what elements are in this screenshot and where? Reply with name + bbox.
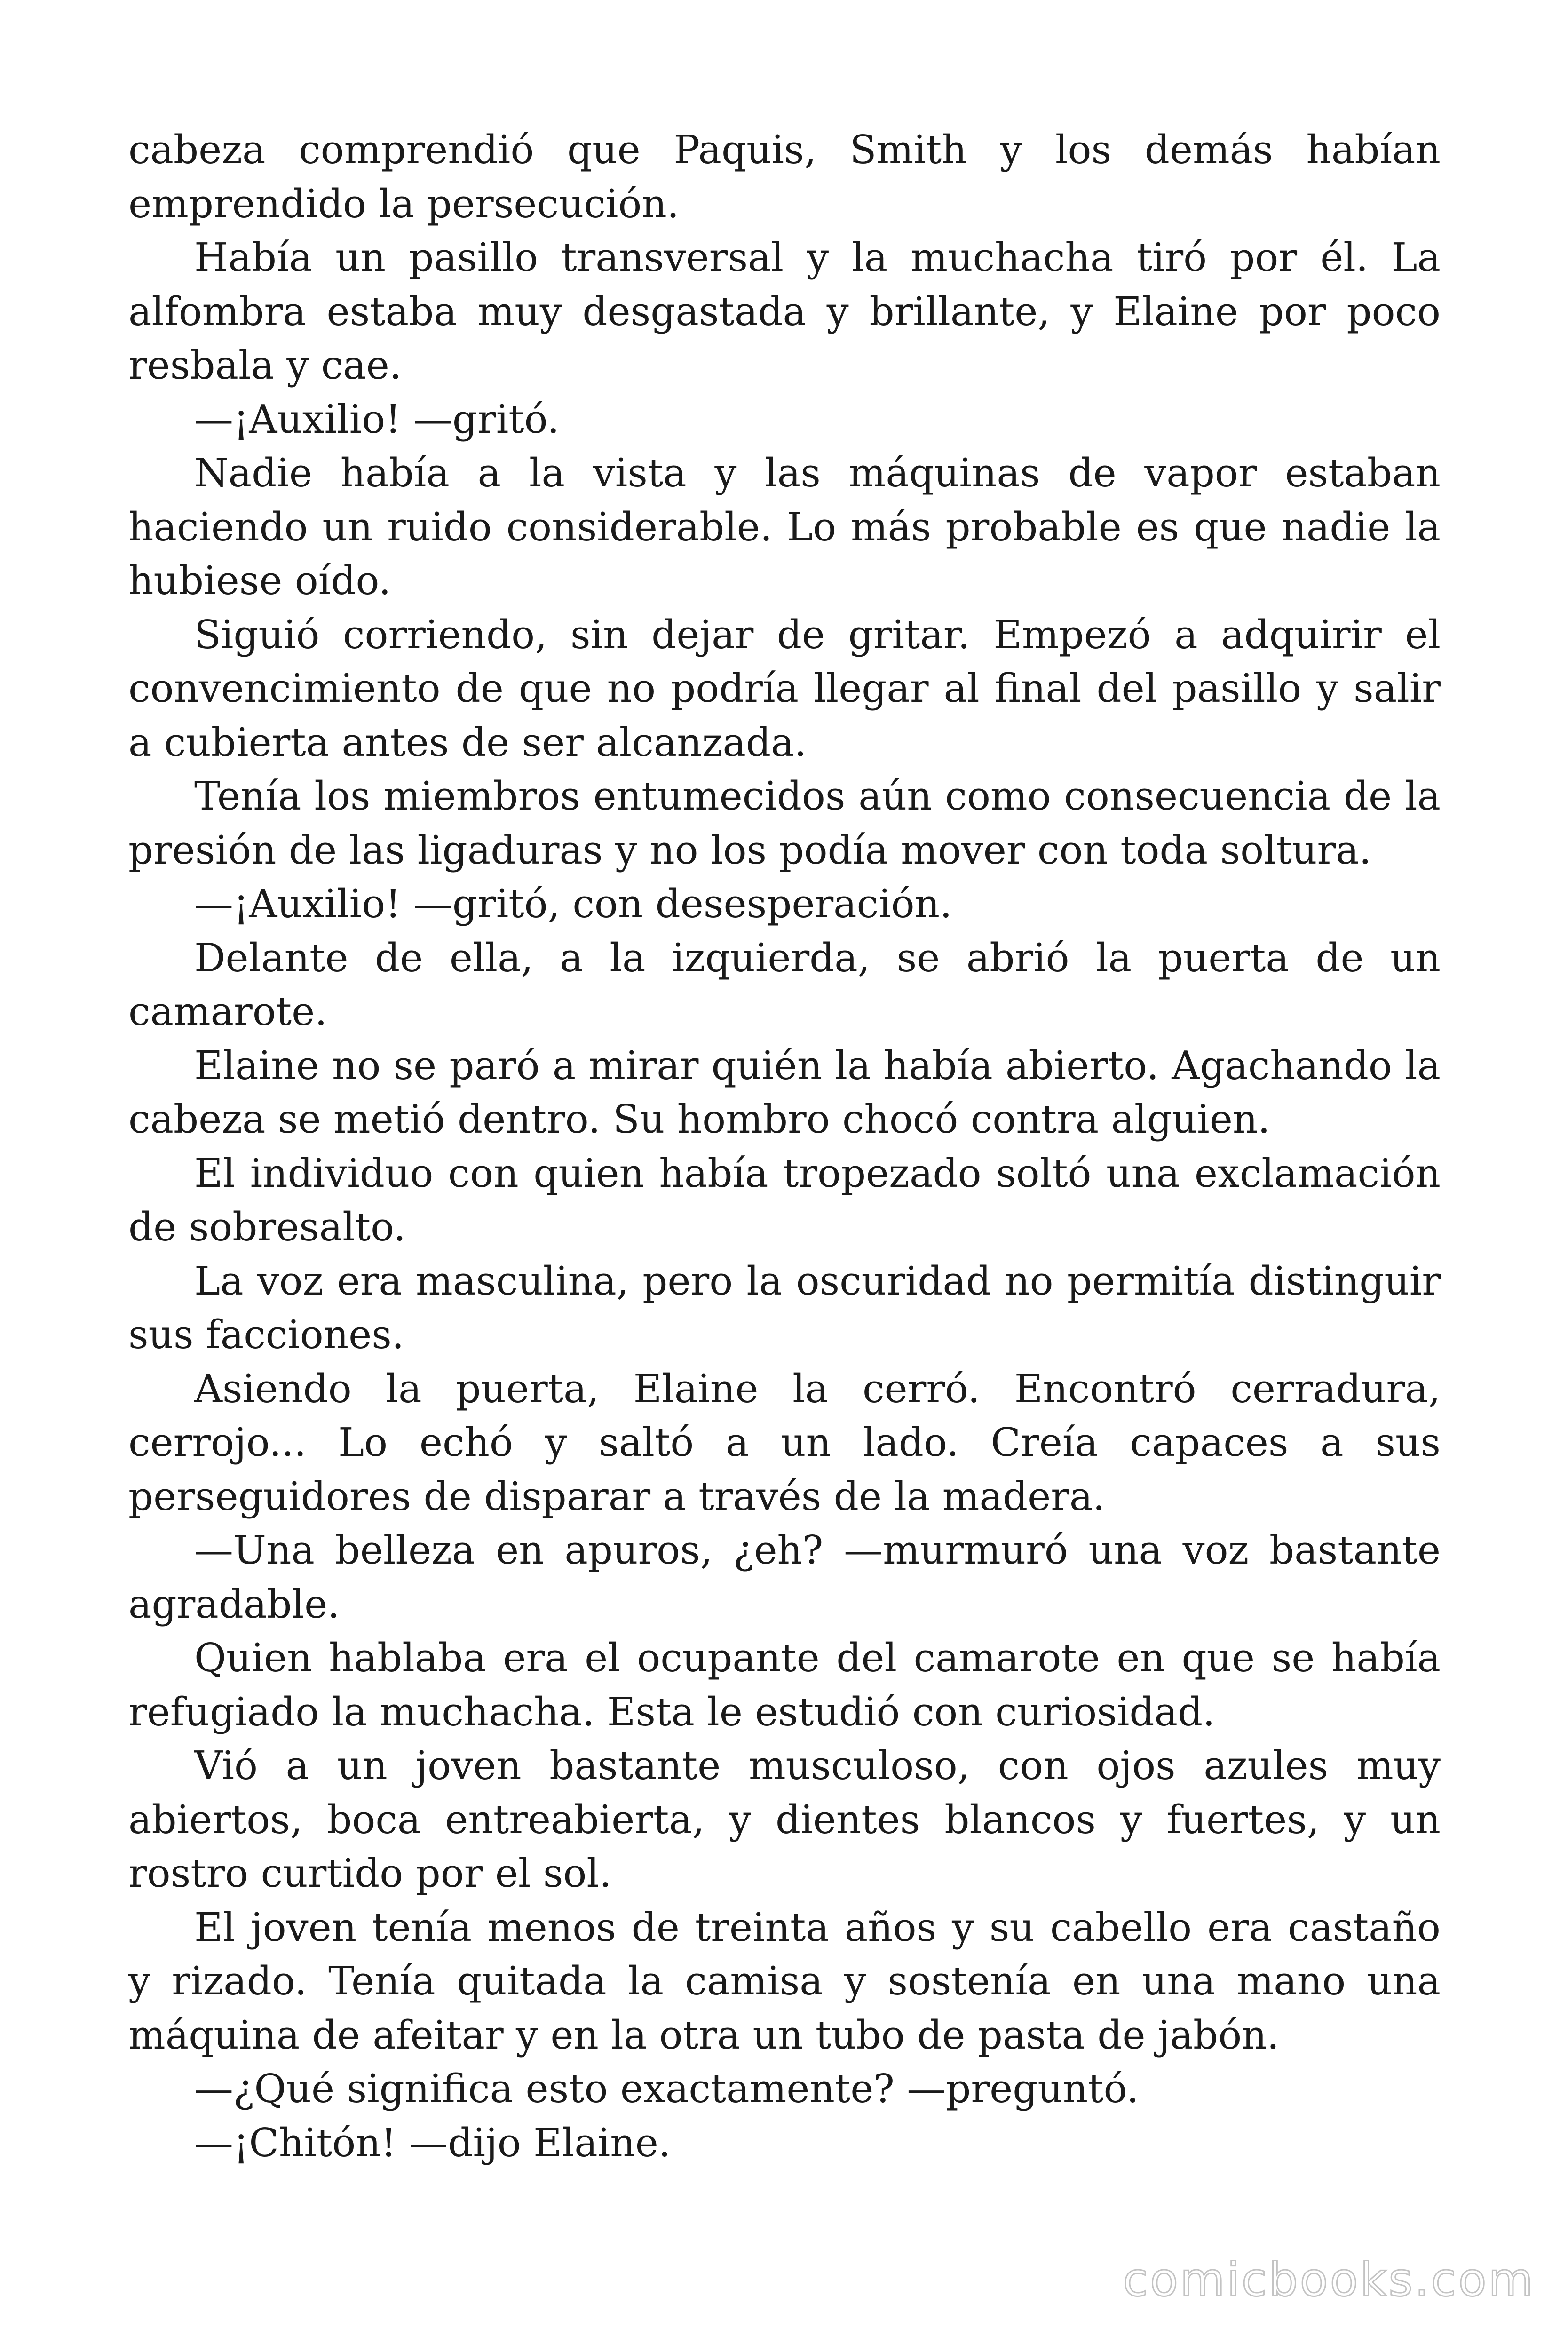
paragraph: El individuo con quien había tropezado soltó una exclamación de sobresalto.	[128, 1150, 1441, 1250]
paragraph: Delante de ella, a la izquierda, se abrió la puerta de un camarote.	[128, 935, 1441, 1034]
paragraph: Siguió corriendo, sin dejar de gritar. Empezó a adquirir el convencimiento de que no podría llegar al final del pasillo y salir a cubierta antes de ser alcanzada.	[128, 612, 1441, 765]
paragraph: Había un pasillo transversal y la muchacha tiró por él. La alfombra estaba muy desgastada y brillante, y Elaine por poco resbala y cae.	[128, 235, 1441, 388]
paragraph: —Una belleza en apuros, ¿eh? —murmuró una voz bastante agradable.	[128, 1527, 1441, 1627]
paragraph: La voz era masculina, pero la oscuridad no permitía distinguir sus facciones.	[128, 1258, 1441, 1358]
paragraph: cabeza comprendió que Paquis, Smith y los demás habían emprendido la persecución.	[128, 127, 1441, 227]
paragraph: —¡Auxilio! —gritó, con desesperación.	[194, 881, 952, 927]
paragraph: —¡Auxilio! —gritó.	[194, 396, 560, 442]
page-body-text	[128, 123, 1441, 2170]
paragraph: Asiendo la puerta, Elaine la cerró. Encontró cerradura, cerrojo... Lo echó y saltó a un lado. Creía capaces a sus perseguidores de disparar a través de la madera.	[128, 1366, 1441, 1519]
paragraph: Vió a un joven bastante musculoso, con ojos azules muy abiertos, boca entreabierta, y dientes blancos y fuertes, y un rostro curtido por el sol.	[128, 1743, 1441, 1896]
paragraph: —¿Qué significa esto exactamente? —preguntó.	[194, 2066, 1139, 2112]
paragraph: El joven tenía menos de treinta años y su cabello era castaño y rizado. Tenía quitada la camisa y sostenía en una mano una máquina de afeitar y en la otra un tubo de pasta de jabón.	[128, 1904, 1441, 2058]
paragraph: Elaine no se paró a mirar quién la había abierto. Agachando la cabeza se metió dentro. Su hombro chocó contra alguien.	[128, 1042, 1441, 1142]
paragraph: Tenía los miembros entumecidos aún como consecuencia de la presión de las ligaduras y no los podía mover con toda soltura.	[128, 773, 1441, 873]
paragraph: Nadie había a la vista y las máquinas de vapor estaban haciendo un ruido considerable. Lo más probable es que nadie la hubiese oído.	[128, 450, 1441, 604]
paragraph: —¡Chitón! —dijo Elaine.	[194, 2120, 671, 2166]
site-watermark: comicbooks.com	[1123, 2253, 1535, 2307]
paragraph: Quien hablaba era el ocupante del camarote en que se había refugiado la muchacha. Esta le estudió con curiosidad.	[128, 1635, 1441, 1735]
